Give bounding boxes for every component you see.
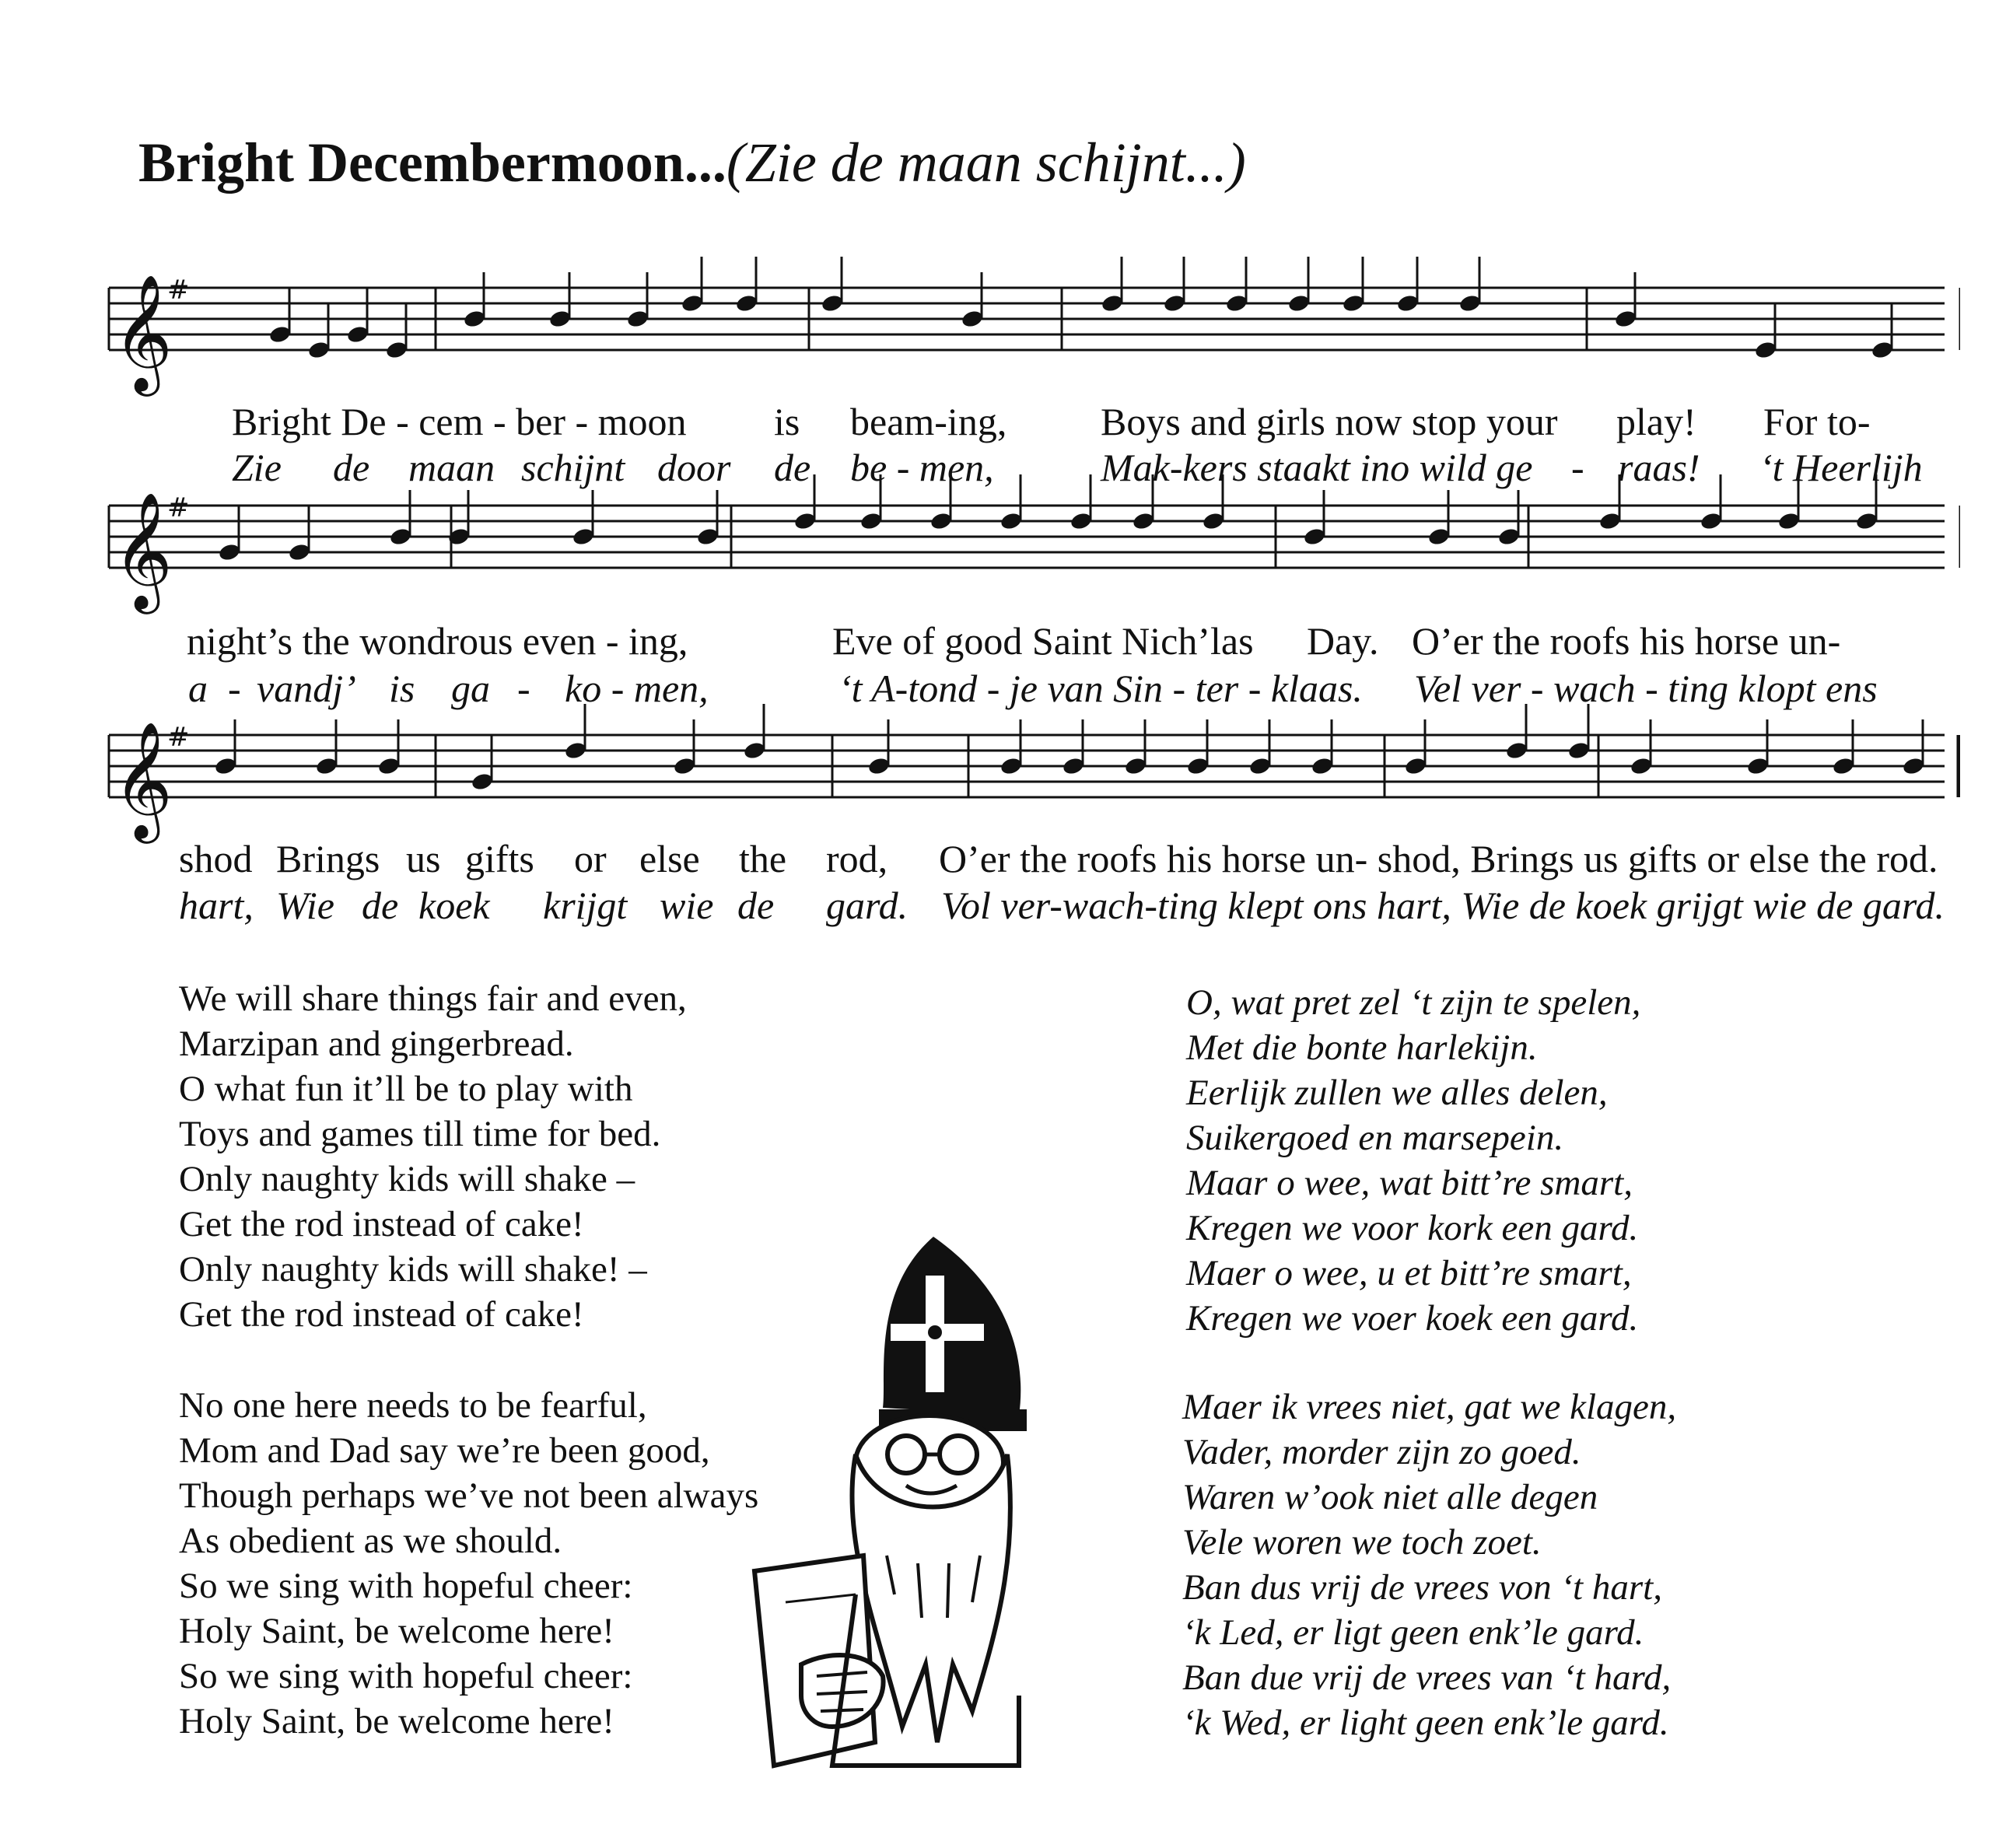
lyric-dutch-3-5: krijgt bbox=[543, 884, 628, 927]
lyric-dutch-3-6: wie bbox=[660, 884, 714, 927]
lyric-english-2-4: O’er the roofs his horse un- bbox=[1412, 619, 1841, 663]
lyric-dutch-2-8: ‘t A-tond - je van Sin - ter - klaas. bbox=[838, 667, 1363, 710]
lyric-dutch-1-8: Mak-kers staakt ino wild ge bbox=[1101, 446, 1533, 489]
lyric-dutch-1-10: raas! bbox=[1618, 446, 1700, 489]
lyric-english-3-7: the bbox=[739, 837, 787, 880]
lyric-dutch-1-1: Zie bbox=[232, 446, 282, 489]
lyric-english-3-1: shod bbox=[179, 837, 253, 880]
verse-line: Met die bonte harlekijn. bbox=[1186, 1027, 1538, 1068]
verse-dutch-1 bbox=[1186, 980, 1640, 1341]
lyric-dutch-1-6: de bbox=[774, 446, 811, 489]
sharp-icon: # bbox=[167, 722, 190, 753]
sharp-icon: # bbox=[167, 275, 190, 306]
lyric-dutch-3-3: de bbox=[362, 884, 399, 927]
lyric-dutch-1-5: door bbox=[657, 446, 731, 489]
lyric-english-2-3: Day. bbox=[1307, 619, 1379, 663]
verse-line: Get the rod instead of cake! bbox=[179, 1204, 584, 1244]
saint-nicholas-illustration bbox=[739, 1229, 1159, 1773]
verse-line: Vader, morder zijn zo goed. bbox=[1182, 1432, 1581, 1472]
treble-clef-icon: 𝄞 bbox=[113, 491, 173, 609]
verse-english-1 bbox=[179, 976, 687, 1337]
lyric-english-1-2: is bbox=[774, 400, 800, 443]
lyric-english-1-3: beam-ing, bbox=[850, 400, 1007, 443]
lyric-english-1-6: For to- bbox=[1763, 400, 1871, 443]
lyric-dutch-2-4: is bbox=[389, 667, 415, 710]
treble-clef-icon: 𝄞 bbox=[113, 273, 173, 391]
lyric-dutch-3-1: hart, bbox=[179, 884, 254, 927]
lyric-english-3-6: else bbox=[639, 837, 700, 880]
verse-line: Though perhaps we’ve not been always bbox=[179, 1475, 759, 1516]
verse-line: Eerlijk zullen we alles delen, bbox=[1186, 1073, 1608, 1113]
verse-line: Suikergoed en marsepein. bbox=[1186, 1118, 1564, 1158]
title-english: Bright Decembermoon... bbox=[138, 131, 726, 194]
verse-english-2 bbox=[179, 1383, 758, 1744]
lyric-english-1-5: play! bbox=[1616, 400, 1696, 443]
verse-line: Maer o wee, u et bitt’re smart, bbox=[1186, 1253, 1632, 1293]
lyric-dutch-3-4: koek bbox=[418, 884, 490, 927]
title-dutch: (Zie de maan schijnt...) bbox=[726, 131, 1246, 194]
lyric-dutch-1-11: ‘t Heerlijh bbox=[1759, 446, 1923, 489]
verse-line: As obedient as we should. bbox=[179, 1521, 562, 1561]
verse-line: Only naughty kids will shake! – bbox=[179, 1249, 647, 1290]
verse-line: We will share things fair and even, bbox=[179, 978, 687, 1019]
verse-line: So we sing with hopeful cheer: bbox=[179, 1656, 633, 1696]
lyric-english-3-3: us bbox=[406, 837, 441, 880]
lyric-english-3-9: O’er the roofs his horse un- shod, Brings us gifts or else the rod. bbox=[939, 837, 1938, 880]
treble-clef-icon: 𝄞 bbox=[113, 720, 173, 838]
verse-line: Kregen we voor kork een gard. bbox=[1186, 1208, 1639, 1248]
verse-line: ‘k Wed, er light geen enk’le gard. bbox=[1182, 1703, 1669, 1743]
verse-line: Marzipan and gingerbread. bbox=[179, 1024, 574, 1064]
lyric-dutch-3-7: de bbox=[737, 884, 775, 927]
lyric-dutch-2-2: - bbox=[228, 667, 241, 710]
lyric-dutch-1-3: maan bbox=[408, 446, 495, 489]
verse-line: Holy Saint, be welcome here! bbox=[179, 1701, 614, 1741]
lyric-dutch-2-9: Vel ver - wach - ting klopt ens bbox=[1414, 667, 1878, 710]
lyric-dutch-2-6: - bbox=[517, 667, 530, 710]
verse-line: ‘k Led, er ligt geen enk’le gard. bbox=[1182, 1612, 1644, 1653]
lyric-dutch-1-4: schijnt bbox=[521, 446, 625, 489]
verse-line: Mom and Dad say we’re been good, bbox=[179, 1430, 710, 1471]
verse-line: Toys and games till time for bed. bbox=[179, 1114, 661, 1154]
verse-line: Waren w’ook niet alle degen bbox=[1182, 1477, 1598, 1517]
lyric-english-3-4: gifts bbox=[465, 837, 534, 880]
verse-line: O, wat pret zel ‘t zijn te spelen, bbox=[1186, 982, 1641, 1023]
lyric-dutch-1-2: de bbox=[333, 446, 370, 489]
verse-line: Get the rod instead of cake! bbox=[179, 1294, 584, 1335]
verse-dutch-2 bbox=[1182, 1384, 1676, 1745]
music-staff-2 bbox=[93, 474, 1960, 630]
verse-line: Maar o wee, wat bitt’re smart, bbox=[1186, 1163, 1633, 1203]
verse-line: Ban due vrij de vrees van ‘t hard, bbox=[1182, 1657, 1672, 1698]
verse-line: O what fun it’ll be to play with bbox=[179, 1069, 633, 1109]
verse-line: Only naughty kids will shake – bbox=[179, 1159, 635, 1199]
lyric-english-2-2: Eve of good Saint Nich’las bbox=[832, 619, 1254, 663]
lyric-dutch-2-1: a bbox=[188, 667, 208, 710]
lyric-english-1-4: Boys and girls now stop your bbox=[1101, 400, 1558, 443]
song-title bbox=[138, 131, 1246, 195]
lyric-dutch-1-9: - bbox=[1571, 446, 1584, 489]
lyric-dutch-3-9: Vol ver-wach-ting klept ons hart, Wie de koek grijgt wie de gard. bbox=[941, 884, 1945, 927]
lyric-english-3-2: Brings bbox=[276, 837, 380, 880]
lyric-dutch-2-7: ko - men, bbox=[565, 667, 709, 710]
verse-line: No one here needs to be fearful, bbox=[179, 1385, 647, 1426]
lyric-dutch-1-7: be - men, bbox=[850, 446, 994, 489]
lyric-english-2-1: night’s the wondrous even - ing, bbox=[187, 619, 688, 663]
verse-line: So we sing with hopeful cheer: bbox=[179, 1566, 633, 1606]
lyric-dutch-3-2: Wie bbox=[276, 884, 334, 927]
lyric-dutch-3-8: gard. bbox=[826, 884, 908, 927]
verse-line: Ban dus vrij de vrees von ‘t hart, bbox=[1182, 1567, 1662, 1608]
lyric-english-3-5: or bbox=[574, 837, 607, 880]
verse-line: Kregen we voer koek een gard. bbox=[1186, 1298, 1639, 1339]
music-staff-1 bbox=[93, 257, 1960, 412]
lyric-english-3-8: rod, bbox=[826, 837, 888, 880]
verse-line: Holy Saint, be welcome here! bbox=[179, 1611, 614, 1651]
lyric-dutch-2-5: ga bbox=[451, 667, 490, 710]
verse-line: Maer ik vrees niet, gat we klagen, bbox=[1182, 1387, 1677, 1427]
sharp-icon: # bbox=[167, 492, 190, 523]
lyric-english-1-1: Bright De - cem - ber - moon bbox=[232, 400, 687, 443]
lyric-dutch-2-3: vandj’ bbox=[257, 667, 356, 710]
verse-line: Vele woren we toch zoet. bbox=[1182, 1522, 1542, 1563]
